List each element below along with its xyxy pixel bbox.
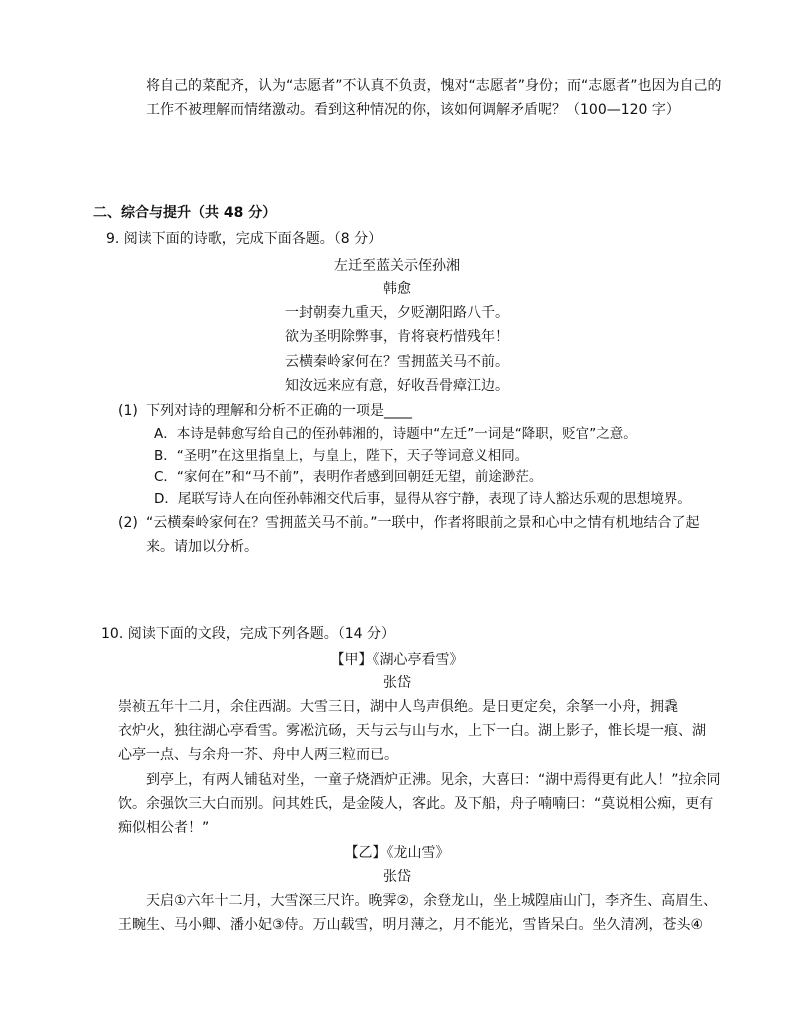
yi-paragraph-line-2: 王畹生、马小卿、潘小妃③侍。万山载雪，明月薄之，月不能光，雪皆呆白。坐久清冽，苍头④ (118, 917, 704, 933)
q9-prompt: 9. 阅读下面的诗歌，完成下面各题。（8 分） (106, 231, 383, 247)
prev-question-line-1: 将自己的菜配齐，认为“志愿者”不认真不负责，愧对“志愿者”身份；而“志愿者”也因为自己的 (146, 78, 722, 94)
q9-option-a: A．本诗是韩愈写给自己的侄孙韩湘的，诗题中“左迁”一词是“降职，贬官”之意。 (154, 426, 637, 442)
poem-title: 左迁至蓝关示侄孙湘 (334, 258, 460, 274)
jia-paragraph-line-5: 饮。余强饮三大白而别。问其姓氏，是金陵人，客此。及下船，舟子喃喃曰：“莫说相公痴，更有 (118, 796, 714, 812)
jia-paragraph-line-3: 心亭一点、与余舟一芥、舟中人两三粒而已。 (118, 747, 398, 763)
jia-author: 张岱 (383, 675, 411, 691)
jia-title: 【甲】《湖心亭看雪》 (330, 652, 464, 668)
q9-sub1-text: 下列对诗的理解和分析不正确的一项是____ (146, 403, 412, 419)
poem-author: 韩愈 (383, 281, 411, 297)
q9-sub1-number: (1) (118, 403, 138, 419)
poem-line-4: 知汝远来应有意，好收吾骨瘴江边。 (285, 378, 509, 394)
q10-prompt: 10. 阅读下面的文段，完成下列各题。（14 分） (101, 626, 395, 642)
q9-option-c: C．“家何在”和“马不前”，表明作者感到回朝廷无望，前途渺茫。 (154, 469, 543, 485)
poem-line-2: 欲为圣明除弊事，肯将衰朽惜残年！ (285, 329, 509, 345)
yi-title: 【乙】《龙山雪》 (344, 845, 450, 861)
q9-option-d: D．尾联写诗人在向侄孙韩湘交代后事，显得从容宁静，表现了诗人豁达乐观的思想境界。 (154, 491, 691, 507)
jia-paragraph-line-6: 痴似相公者！” (118, 820, 210, 836)
section-title: 二、综合与提升（共 48 分） (93, 205, 277, 221)
yi-author: 张岱 (383, 869, 411, 885)
jia-paragraph-line-4: 到亭上，有两人铺毡对坐，一童子烧酒炉正沸。见余，大喜曰：“湖中焉得更有此人！”拉余同 (146, 772, 721, 788)
poem-line-1: 一封朝奏九重天，夕贬潮阳路八千。 (285, 305, 509, 321)
jia-paragraph-line-1: 崇祯五年十二月，余住西湖。大雪三日，湖中人鸟声俱绝。是日更定矣，余拏一小舟，拥毳 (118, 699, 678, 715)
jia-paragraph-line-2: 衣炉火，独往湖心亭看雪。雾凇沆砀，天与云与山与水，上下一白。湖上影子，惟长堤一痕、湖 (118, 723, 706, 739)
q9-option-b: B．“圣明”在这里指皇上，与皇上，陛下，天子等词意义相同。 (154, 448, 529, 464)
yi-paragraph-line-1: 天启①六年十二月，大雪深三尺许。晚霁②，余登龙山，坐上城隍庙山门，李齐生、高眉生、 (146, 893, 718, 909)
q9-sub2-line-2: 来。请加以分析。 (146, 539, 258, 555)
q9-sub2-number: (2) (118, 515, 138, 531)
prev-question-line-2: 工作不被理解而情绪激动。看到这种情况的你，该如何调解矛盾呢？（100—120 字） (146, 102, 680, 118)
q9-sub2-line-1: “云横秦岭家何在？雪拥蓝关马不前。”一联中，作者将眼前之景和心中之情有机地结合了起 (146, 515, 700, 531)
poem-line-3: 云横秦岭家何在？雪拥蓝关马不前。 (285, 354, 509, 370)
